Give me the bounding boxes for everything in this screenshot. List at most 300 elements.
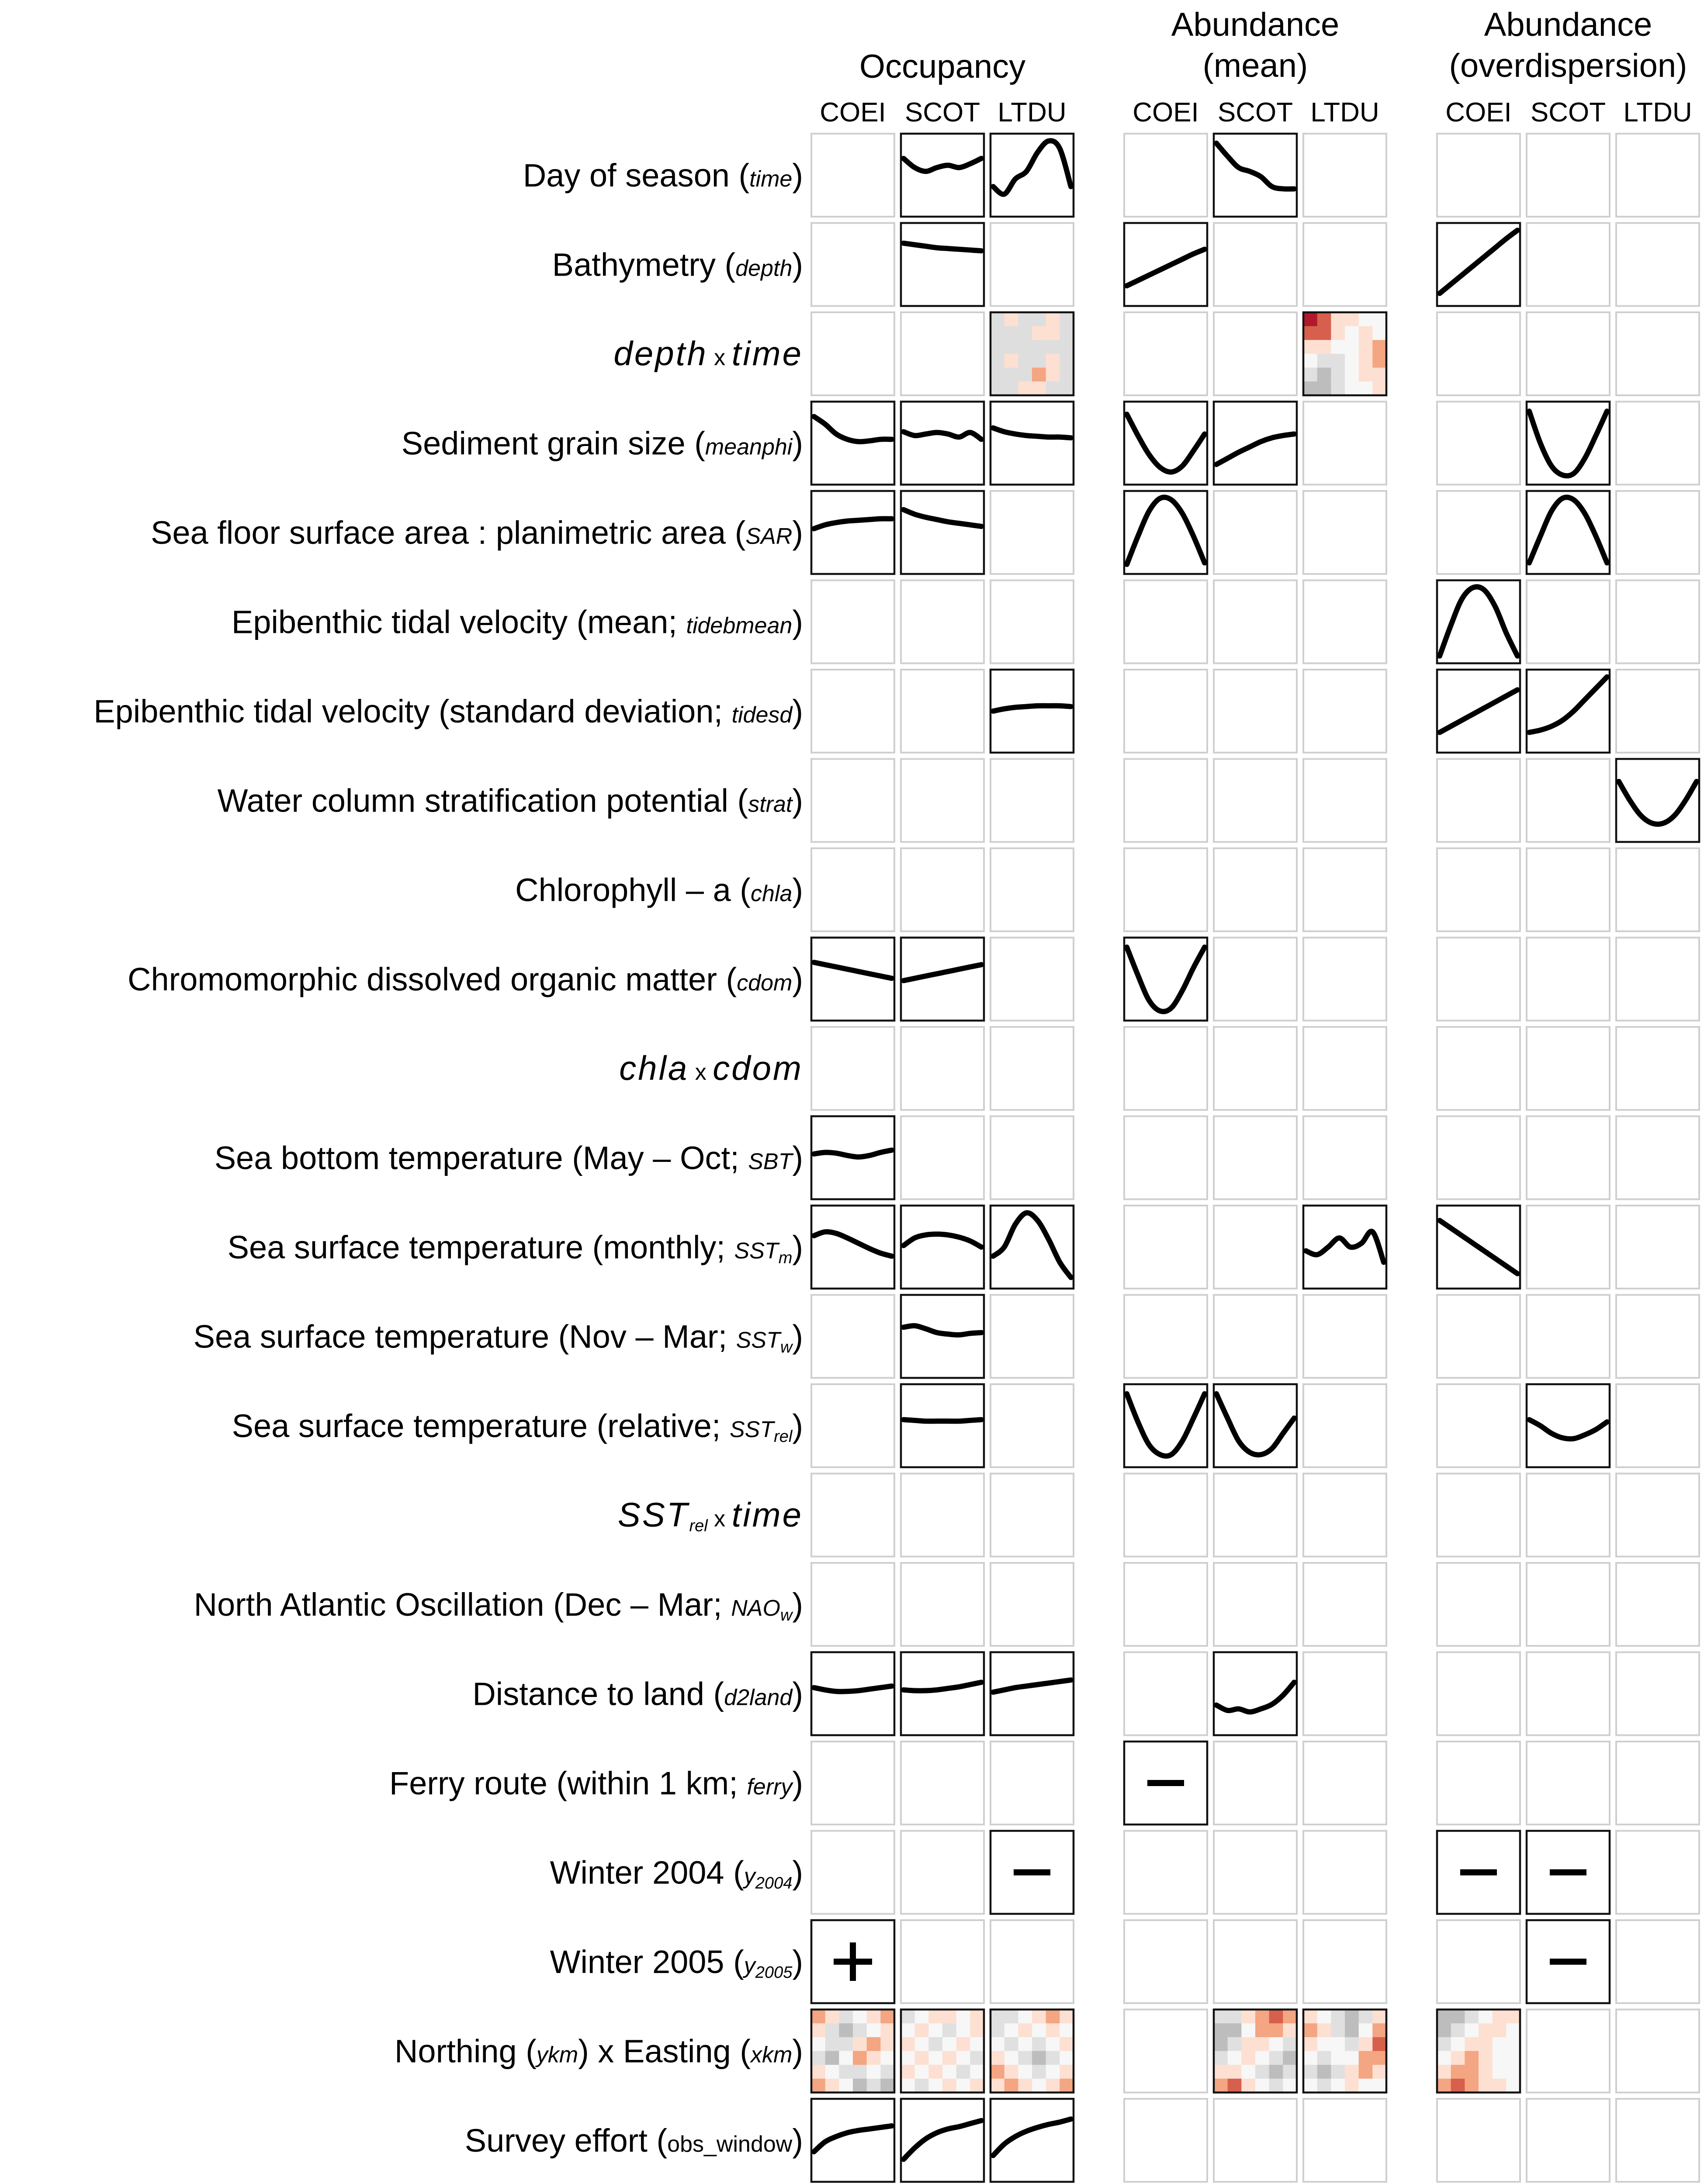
term-cell bbox=[901, 2099, 984, 2182]
empty-cell-frame bbox=[1124, 1474, 1207, 1557]
row-label bbox=[614, 334, 803, 373]
term-cell bbox=[1303, 2010, 1387, 2093]
empty-cell-frame bbox=[991, 1295, 1074, 1378]
empty-cell-frame bbox=[1214, 223, 1297, 306]
heatmap-tile bbox=[901, 2023, 915, 2037]
heatmap-tile bbox=[1506, 2065, 1520, 2079]
term-cell bbox=[1527, 491, 1610, 574]
empty-cell-frame bbox=[991, 1474, 1074, 1557]
active-cell-frame bbox=[991, 2099, 1074, 2182]
row-label-part: rel bbox=[689, 1517, 708, 1535]
heatmap-tile bbox=[1018, 2079, 1032, 2093]
heatmap-tile bbox=[1060, 340, 1074, 354]
heatmap-tile bbox=[1004, 2037, 1018, 2051]
heatmap-tile bbox=[1359, 2065, 1373, 2079]
term-cell bbox=[901, 1384, 984, 1467]
active-cell-frame bbox=[991, 1652, 1074, 1735]
heatmap-tile bbox=[1269, 2051, 1283, 2065]
term-cell bbox=[1437, 1474, 1520, 1557]
row-label-part: ) bbox=[792, 693, 803, 729]
heatmap-tile bbox=[991, 2010, 1004, 2024]
heatmap-tile bbox=[1437, 2079, 1451, 2093]
heatmap-tile bbox=[1451, 2079, 1465, 2093]
active-cell-frame bbox=[901, 1295, 984, 1378]
empty-cell-frame bbox=[1124, 2010, 1207, 2093]
empty-cell-frame bbox=[1303, 1652, 1386, 1735]
heatmap-tile bbox=[1060, 2023, 1074, 2037]
heatmap-tile bbox=[1046, 2051, 1060, 2065]
heatmap-tile bbox=[970, 2051, 984, 2065]
heatmap-tile bbox=[1228, 2037, 1242, 2051]
heatmap-tile bbox=[1269, 2023, 1283, 2037]
heatmap-tile bbox=[1255, 2010, 1269, 2024]
heatmap-tile bbox=[853, 2037, 867, 2051]
empty-cell-frame bbox=[1616, 1831, 1699, 1914]
row-label-part: ) bbox=[792, 515, 803, 551]
heatmap-tile bbox=[1345, 2023, 1359, 2037]
term-cell bbox=[1437, 1206, 1520, 1289]
term-cell bbox=[1124, 1652, 1207, 1735]
row-label-part: w bbox=[780, 1338, 793, 1357]
term-cell bbox=[1616, 1563, 1699, 1646]
heatmap-tile bbox=[1060, 2051, 1074, 2065]
empty-cell-frame bbox=[1303, 134, 1386, 217]
term-cell bbox=[1214, 134, 1297, 217]
heatmap-tile bbox=[1032, 354, 1046, 368]
row-label-part: Sediment grain size ( bbox=[401, 425, 705, 462]
empty-cell-frame bbox=[1124, 670, 1207, 753]
term-cell bbox=[1214, 938, 1297, 1021]
row-label-part: obs_window bbox=[667, 2132, 793, 2157]
row-label-part: Northing ( bbox=[394, 2033, 537, 2070]
heatmap-tile bbox=[1317, 2065, 1331, 2079]
empty-cell-frame bbox=[1303, 2099, 1386, 2182]
heatmap-tile bbox=[956, 2065, 970, 2079]
term-cell bbox=[1124, 1742, 1207, 1825]
heatmap-tile bbox=[1004, 2010, 1018, 2024]
heatmap-tile bbox=[839, 2051, 853, 2065]
heatmap-tile bbox=[839, 2023, 853, 2037]
heatmap-tile bbox=[1331, 2051, 1345, 2065]
row-label-part: y bbox=[744, 1863, 755, 1889]
row-label-part: ) x Easting ( bbox=[578, 2033, 751, 2070]
empty-cell-frame bbox=[1303, 1474, 1386, 1557]
heatmap-tile bbox=[1004, 2051, 1018, 2065]
heatmap-tile bbox=[901, 2079, 915, 2093]
row-label bbox=[619, 1049, 803, 1087]
row-label-part: x bbox=[707, 345, 732, 370]
heatmap-tile bbox=[1372, 354, 1386, 368]
term-cell bbox=[991, 581, 1074, 663]
heatmap-tile bbox=[928, 2010, 942, 2024]
heatmap-tile bbox=[1018, 2051, 1032, 2065]
empty-cell-frame bbox=[1303, 1116, 1386, 1199]
term-cell bbox=[811, 759, 894, 842]
heatmap-tile bbox=[1331, 2023, 1345, 2037]
heatmap-tile bbox=[853, 2051, 867, 2065]
heatmap-tile bbox=[1345, 2051, 1359, 2065]
term-cell bbox=[901, 2010, 984, 2093]
row-label-part: Sea surface temperature (relative; bbox=[232, 1408, 730, 1444]
term-cell bbox=[1124, 1831, 1207, 1914]
term-cell bbox=[901, 1742, 984, 1825]
term-cell bbox=[1303, 2099, 1386, 2182]
heatmap-tile bbox=[1317, 2010, 1331, 2024]
heatmap-tile bbox=[1372, 2079, 1386, 2093]
row-label bbox=[402, 425, 803, 462]
term-cell bbox=[1527, 581, 1610, 663]
term-cell bbox=[1616, 1384, 1699, 1467]
heatmap-tile bbox=[1331, 2065, 1345, 2079]
term-cell bbox=[901, 759, 984, 842]
heatmap-tile bbox=[1004, 381, 1018, 395]
row-label-part: Water column stratification potential ( bbox=[217, 782, 748, 819]
term-cell bbox=[901, 938, 984, 1021]
heatmap-tile bbox=[867, 2023, 881, 2037]
heatmap-tile bbox=[839, 2065, 853, 2079]
heatmap-tile bbox=[1255, 2037, 1269, 2051]
term-cell bbox=[1616, 491, 1699, 574]
row-label bbox=[618, 1496, 803, 1535]
row-label-part: ) bbox=[792, 1944, 803, 1980]
heatmap-tile bbox=[1493, 2023, 1507, 2037]
heatmap-tile bbox=[1372, 2010, 1386, 2024]
empty-cell-frame bbox=[1124, 1920, 1207, 2003]
empty-cell-frame bbox=[1214, 1831, 1297, 1914]
term-cell bbox=[1437, 1384, 1520, 1467]
term-cell bbox=[1616, 134, 1699, 217]
heatmap-tile bbox=[1317, 2037, 1331, 2051]
heatmap-tile bbox=[956, 2023, 970, 2037]
term-cell bbox=[1437, 1116, 1520, 1199]
row-label-part: tidesd bbox=[731, 702, 793, 728]
heatmap-tile bbox=[1303, 354, 1317, 368]
term-cell bbox=[1437, 491, 1520, 574]
term-cell bbox=[1527, 1742, 1610, 1825]
heatmap-tile bbox=[1269, 2010, 1283, 2024]
term-cell bbox=[1124, 759, 1207, 842]
empty-cell-frame bbox=[811, 312, 894, 395]
heatmap-tile bbox=[1437, 2010, 1451, 2024]
term-cell bbox=[1124, 848, 1207, 931]
term-cell bbox=[1616, 1295, 1699, 1378]
species-label: SCOT bbox=[1530, 97, 1606, 128]
empty-cell-frame bbox=[1124, 848, 1207, 931]
term-cell bbox=[991, 312, 1074, 396]
term-cell bbox=[1437, 134, 1520, 217]
row-label-part: ) bbox=[792, 425, 803, 462]
term-cell bbox=[901, 1563, 984, 1646]
row-label-part: ) bbox=[792, 1140, 803, 1176]
empty-cell-frame bbox=[1214, 938, 1297, 1021]
empty-cell-frame bbox=[1303, 1384, 1386, 1467]
term-cell bbox=[811, 1027, 894, 1110]
heatmap-tile bbox=[811, 2037, 825, 2051]
heatmap-tile bbox=[1214, 2079, 1228, 2093]
row-label-part: Sea floor surface area : planimetric area ( bbox=[151, 515, 746, 551]
term-cell bbox=[901, 312, 984, 395]
heatmap-tile bbox=[956, 2037, 970, 2051]
heatmap-tile bbox=[1317, 2023, 1331, 2037]
term-cell bbox=[1437, 312, 1520, 395]
heatmap-tile bbox=[867, 2051, 881, 2065]
heatmap-tile bbox=[1479, 2051, 1493, 2065]
term-cell bbox=[1214, 1920, 1297, 2003]
heatmap-tile bbox=[853, 2010, 867, 2024]
heatmap-tile bbox=[1479, 2023, 1493, 2037]
heatmap-tile bbox=[1060, 381, 1074, 395]
term-cell bbox=[991, 1384, 1074, 1467]
empty-cell-frame bbox=[811, 1831, 894, 1914]
heatmap-tile bbox=[942, 2065, 956, 2079]
heatmap-tile bbox=[1303, 368, 1317, 382]
row-label-part: time bbox=[749, 166, 793, 192]
row-label-part: Distance to land ( bbox=[472, 1676, 724, 1712]
active-cell-frame bbox=[901, 223, 984, 306]
heatmap-tile bbox=[991, 354, 1004, 368]
row-label-part: ) bbox=[792, 961, 803, 998]
term-cell bbox=[1214, 223, 1297, 306]
term-cell bbox=[1527, 938, 1610, 1021]
heatmap-tile bbox=[1004, 326, 1018, 340]
heatmap-tile bbox=[991, 2079, 1004, 2093]
empty-cell-frame bbox=[991, 1027, 1074, 1110]
heatmap-tile bbox=[915, 2079, 929, 2093]
term-cell bbox=[1303, 312, 1387, 396]
heatmap-tile bbox=[1004, 354, 1018, 368]
empty-cell-frame bbox=[1303, 402, 1386, 485]
heatmap-tile bbox=[1317, 340, 1331, 354]
heatmap-tile bbox=[942, 2079, 956, 2093]
smooth-curve bbox=[904, 1420, 981, 1421]
heatmap-tile bbox=[1060, 2010, 1074, 2024]
active-cell-frame bbox=[811, 1206, 894, 1289]
term-cell bbox=[1303, 1920, 1386, 2003]
term-cell bbox=[901, 1206, 984, 1289]
heatmap-tile bbox=[1359, 312, 1373, 326]
heatmap-tile bbox=[1345, 312, 1359, 326]
term-cell bbox=[991, 2010, 1074, 2093]
heatmap-tile bbox=[1032, 2065, 1046, 2079]
row-label bbox=[515, 872, 803, 908]
heatmap-tile bbox=[915, 2065, 929, 2079]
heatmap-tile bbox=[1018, 326, 1032, 340]
heatmap-tile bbox=[839, 2079, 853, 2093]
heatmap-tile bbox=[970, 2065, 984, 2079]
term-cell bbox=[991, 938, 1074, 1021]
term-cell bbox=[991, 491, 1074, 574]
term-cell bbox=[1616, 1831, 1699, 1914]
term-cell bbox=[1527, 312, 1610, 395]
term-cell bbox=[1124, 1206, 1207, 1289]
heatmap-tile bbox=[1018, 368, 1032, 382]
empty-cell-frame bbox=[811, 1563, 894, 1646]
empty-cell-frame bbox=[1303, 759, 1386, 842]
empty-cell-frame bbox=[901, 1563, 984, 1646]
term-cell bbox=[1527, 1652, 1610, 1735]
term-cell bbox=[1303, 223, 1386, 306]
term-cell bbox=[991, 1295, 1074, 1378]
empty-cell-frame bbox=[1616, 1116, 1699, 1199]
term-cell bbox=[901, 1027, 984, 1110]
empty-cell-frame bbox=[1616, 1206, 1699, 1289]
empty-cell-frame bbox=[901, 848, 984, 931]
term-cell bbox=[991, 1920, 1074, 2003]
active-cell-frame bbox=[991, 402, 1074, 485]
term-cell bbox=[1437, 1652, 1520, 1735]
heatmap-tile bbox=[880, 2010, 894, 2024]
term-cell bbox=[811, 491, 894, 574]
row-label-part: xkm bbox=[751, 2042, 793, 2068]
heatmap-tile bbox=[928, 2023, 942, 2037]
heatmap-tile bbox=[1018, 381, 1032, 395]
heatmap-tile bbox=[1214, 2023, 1228, 2037]
species-label: SCOT bbox=[1217, 97, 1293, 128]
empty-cell-frame bbox=[811, 1474, 894, 1557]
term-cell bbox=[1124, 581, 1207, 663]
row-label-part: Sea surface temperature (Nov – Mar; bbox=[193, 1318, 736, 1355]
row-label-part: SAR bbox=[745, 524, 793, 549]
row-label bbox=[94, 693, 803, 729]
heatmap-tile bbox=[1303, 381, 1317, 395]
empty-cell-frame bbox=[1124, 1831, 1207, 1914]
empty-cell-frame bbox=[1616, 1295, 1699, 1378]
empty-cell-frame bbox=[1124, 581, 1207, 663]
term-cell bbox=[1527, 2010, 1610, 2093]
heatmap-tile bbox=[1283, 2051, 1297, 2065]
heatmap-tile bbox=[1018, 2037, 1032, 2051]
empty-cell-frame bbox=[1303, 1563, 1386, 1646]
heatmap-tile bbox=[1493, 2079, 1507, 2093]
row-label-part: rel bbox=[774, 1427, 793, 1446]
term-cell bbox=[1214, 1563, 1297, 1646]
heatmap-tile bbox=[1214, 2065, 1228, 2079]
term-cell bbox=[991, 1206, 1074, 1289]
empty-cell-frame bbox=[1527, 1295, 1610, 1378]
heatmap-tile bbox=[1372, 326, 1386, 340]
term-cell bbox=[1437, 1831, 1520, 1914]
heatmap-tile bbox=[1032, 2079, 1046, 2093]
empty-cell-frame bbox=[991, 759, 1074, 842]
heatmap-tile bbox=[1255, 2079, 1269, 2093]
term-cell bbox=[1303, 938, 1386, 1021]
term-cell bbox=[991, 670, 1074, 753]
empty-cell-frame bbox=[811, 223, 894, 306]
active-cell-frame bbox=[811, 938, 894, 1021]
heatmap-tile bbox=[1465, 2010, 1479, 2024]
empty-cell-frame bbox=[1214, 1206, 1297, 1289]
heatmap-tile bbox=[1465, 2037, 1479, 2051]
heatmap-tile bbox=[1269, 2065, 1283, 2079]
heatmap-tile bbox=[1214, 2010, 1228, 2024]
term-cell bbox=[1303, 1742, 1386, 1825]
heatmap-tile bbox=[1437, 2037, 1451, 2051]
term-cell bbox=[811, 581, 894, 663]
term-cell bbox=[1214, 1116, 1297, 1199]
empty-cell-frame bbox=[1214, 312, 1297, 395]
empty-cell-frame bbox=[1437, 759, 1520, 842]
term-cell bbox=[1527, 1474, 1610, 1557]
empty-cell-frame bbox=[1527, 134, 1610, 217]
term-cell bbox=[1616, 2010, 1699, 2093]
term-cell bbox=[1437, 223, 1520, 306]
row-label-part: ) bbox=[792, 1318, 803, 1355]
heatmap-tile bbox=[853, 2023, 867, 2037]
heatmap-tile bbox=[1032, 340, 1046, 354]
group-title: (mean) bbox=[1202, 47, 1308, 84]
row-label-part: cdom bbox=[737, 970, 793, 996]
term-cell bbox=[1437, 848, 1520, 931]
heatmap-tile bbox=[1465, 2079, 1479, 2093]
row-label bbox=[194, 1586, 803, 1624]
empty-cell-frame bbox=[1527, 2099, 1610, 2182]
empty-cell-frame bbox=[1616, 223, 1699, 306]
heatmap-tile bbox=[880, 2051, 894, 2065]
term-cell bbox=[1214, 312, 1297, 395]
empty-cell-frame bbox=[1527, 1742, 1610, 1825]
empty-cell-frame bbox=[991, 1920, 1074, 2003]
empty-cell-frame bbox=[1214, 1027, 1297, 1110]
term-cell bbox=[1214, 759, 1297, 842]
empty-cell-frame bbox=[991, 581, 1074, 663]
row-label-part: ) bbox=[792, 157, 803, 194]
heatmap-tile bbox=[1451, 2010, 1465, 2024]
heatmap-tile bbox=[1228, 2065, 1242, 2079]
term-cell bbox=[811, 1742, 894, 1825]
term-cell bbox=[901, 1116, 984, 1199]
heatmap-tile bbox=[991, 2023, 1004, 2037]
row-label-part: 2005 bbox=[755, 1963, 793, 1982]
heatmap-tile bbox=[1018, 2023, 1032, 2037]
heatmap-tile bbox=[1451, 2023, 1465, 2037]
row-label-part: Chromomorphic dissolved organic matter ( bbox=[128, 961, 737, 998]
heatmap-tile bbox=[1032, 2010, 1046, 2024]
term-cell bbox=[1124, 1295, 1207, 1378]
heatmap-tile bbox=[1214, 2051, 1228, 2065]
term-cell bbox=[1214, 1206, 1297, 1289]
heatmap-tile bbox=[1479, 2010, 1493, 2024]
term-cell bbox=[991, 759, 1074, 842]
term-cell bbox=[811, 1920, 894, 2003]
empty-cell-frame bbox=[1214, 1742, 1297, 1825]
term-cell bbox=[811, 2099, 894, 2182]
empty-cell-frame bbox=[1437, 491, 1520, 574]
empty-cell-frame bbox=[1437, 1920, 1520, 2003]
empty-cell-frame bbox=[901, 1920, 984, 2003]
heatmap-tile bbox=[1018, 354, 1032, 368]
empty-cell-frame bbox=[1303, 1742, 1386, 1825]
heatmap-tile bbox=[1359, 2037, 1373, 2051]
row-label bbox=[232, 1408, 803, 1446]
empty-cell-frame bbox=[1303, 1027, 1386, 1110]
heatmap-tile bbox=[1372, 2065, 1386, 2079]
term-cell bbox=[1527, 759, 1610, 842]
empty-cell-frame bbox=[1527, 848, 1610, 931]
term-cell bbox=[811, 1474, 894, 1557]
term-cell bbox=[1303, 1384, 1386, 1467]
term-cell bbox=[1124, 223, 1207, 306]
row-label-part: Sea surface temperature (monthly; bbox=[227, 1229, 734, 1265]
row-label-part: meanphi bbox=[705, 434, 793, 460]
heatmap-tile bbox=[1060, 2037, 1074, 2051]
heatmap-tile bbox=[1317, 2051, 1331, 2065]
heatmap-tile bbox=[901, 2051, 915, 2065]
term-cell bbox=[811, 1295, 894, 1378]
heatmap-tile bbox=[901, 2037, 915, 2051]
heatmap-tile bbox=[1331, 368, 1345, 382]
empty-cell-frame bbox=[1616, 1027, 1699, 1110]
heatmap-tile bbox=[1046, 2037, 1060, 2051]
